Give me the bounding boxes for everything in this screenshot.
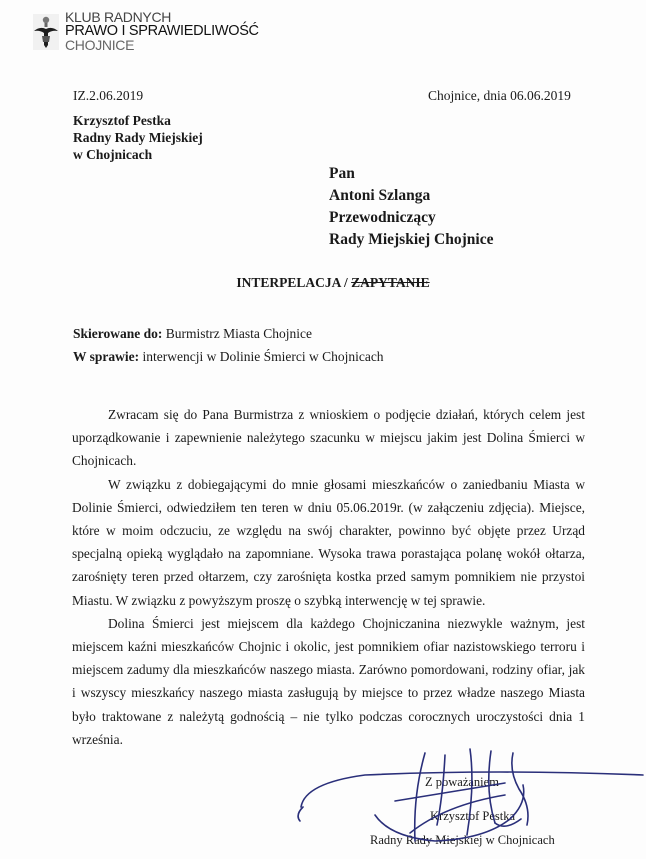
closing-greeting: Z poważaniem	[425, 775, 499, 789]
paragraph-2: W związku z dobiegającymi do mnie głosami mieszkańców o zaniedbaniu Miasta w Dolinie Śmierci, odwiedziłem ten teren w dniu 05.06.2019r. (w załączeniu zdjęcia). Miejsce, które w moim odczuciu, ze względu na swój charakter, powinno być objęte przez Urząd specjalną opieką wyglądało na zapomniane. Wysoka trawa porastająca polanę wokół ołtarza, zarośnięty teren przed ołtarzem, czy zarośnięta kostka przed samym pomnikiem nie przystoi Miastu. W związku z powyższym proszę o szybką interwencję w tej sprawie.	[72, 476, 585, 608]
sender-block	[73, 112, 203, 163]
subject	[73, 345, 384, 368]
paragraph-3: Dolina Śmierci jest miejscem dla każdego Chojniczanina niezwykle ważnym, jest miejscem kaźni mieszkańców Chojnic i okolic, jest pomnikiem ofiar nazistowskiego terroru i miejscem zadumy dla mieszkańców naszego miasta. Zarówno pomordowani, rodziny ofiar, jak i wszyscy mieszkańcy naszego miasta zasługują by miejsce to przez władze naszego Miasta było traktowane z należytą godnością – nie tylko podczas corocznych uroczystości dnia 1 września.	[72, 615, 585, 747]
subject-value: interwencji w Dolinie Śmierci w Chojnicach	[139, 349, 384, 364]
letterhead-text	[65, 10, 259, 52]
letterhead-line3: CHOJNICE	[65, 37, 135, 53]
subject-label: W sprawie:	[73, 349, 140, 364]
eagle-emblem-icon	[33, 14, 59, 50]
recipient-body: Rady Miejskiej Chojnice	[329, 231, 494, 248]
title-main: INTERPELACJA /	[236, 275, 352, 290]
sender-role: Radny Rady Miejskiej	[73, 130, 203, 145]
closing-role: Radny Rady Miejskiej w Chojnicach	[370, 833, 555, 847]
letterhead-line1: KLUB RADNYCH	[65, 9, 172, 25]
paragraph-1: Zwracam się do Pana Burmistrza z wnioskiem o podjęcie działań, których celem jest uporządkowanie i zapewnienie należytego szacunku w miejscu jakim jest Dolina Śmierci w Chojnicach.	[72, 407, 585, 469]
document-title	[0, 275, 646, 291]
letter-body	[72, 403, 585, 751]
addressed-value: Burmistrz Miasta Chojnice	[162, 326, 312, 341]
letterhead-line2: PRAWO I SPRAWIEDLIWOŚĆ	[65, 23, 259, 39]
letterhead-logo	[33, 10, 259, 52]
addressed-to	[73, 322, 384, 345]
place-date: Chojnice, dnia 06.06.2019	[428, 88, 571, 103]
closing-name: Krzysztof Pestka	[430, 809, 516, 823]
recipient-name: Antoni Szlanga	[329, 187, 431, 204]
sender-name: Krzysztof Pestka	[73, 113, 171, 128]
recipient-position: Przewodniczący	[329, 209, 436, 226]
title-struck: ZAPYTANIE	[351, 275, 430, 290]
addressed-label: Skierowane do:	[73, 326, 163, 341]
reference-number: IZ.2.06.2019	[73, 88, 144, 103]
recipient-block	[329, 163, 493, 251]
recipient-salutation: Pan	[329, 165, 355, 182]
meta-block	[73, 322, 384, 368]
sender-location: w Chojnicach	[73, 147, 153, 162]
